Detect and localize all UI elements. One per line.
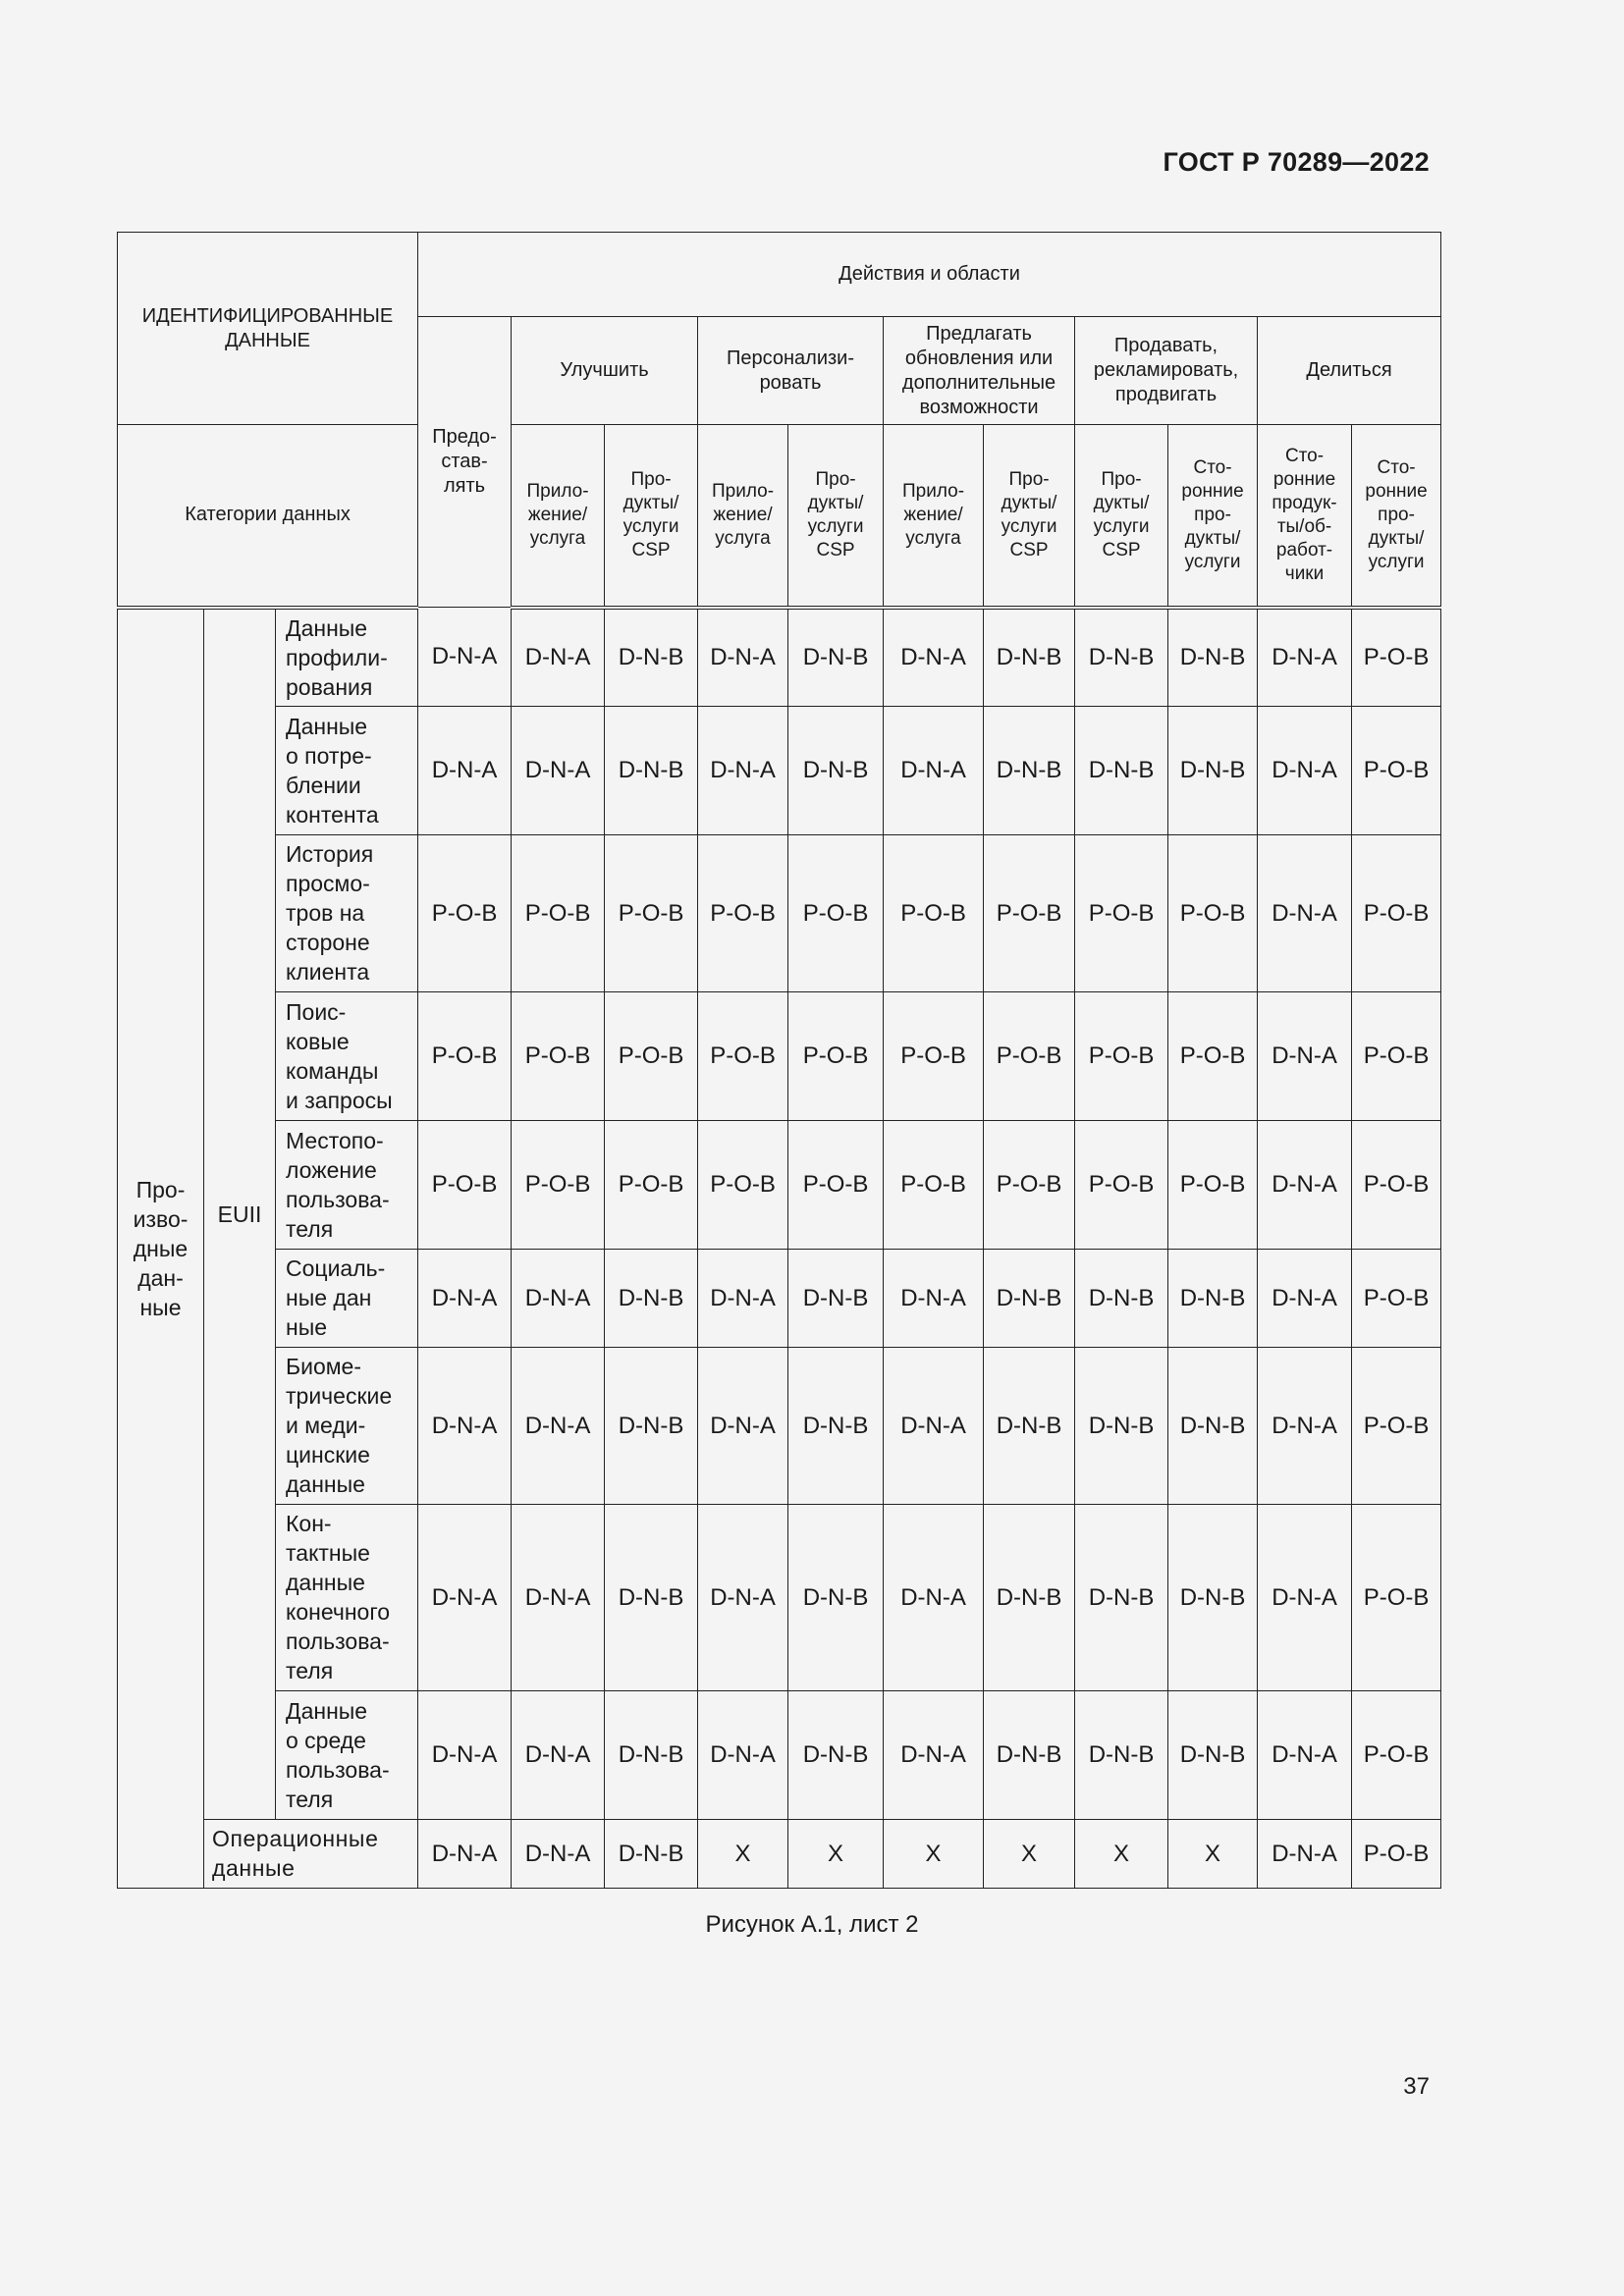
value-cell: D-N-B xyxy=(605,1249,698,1347)
value-cell: P-O-B xyxy=(1352,1690,1441,1819)
value-cell: D-N-B xyxy=(605,1504,698,1690)
value-cell: P-O-B xyxy=(1075,991,1168,1120)
subheader: Прило- жение/ услуга xyxy=(512,425,605,608)
value-cell: P-O-B xyxy=(698,834,788,991)
subheader: Сто- ронние продук- ты/об- работ- чики xyxy=(1258,425,1352,608)
value-cell: D-N-A xyxy=(418,1347,512,1504)
value-cell: D-N-A xyxy=(418,706,512,834)
value-cell: P-O-B xyxy=(512,834,605,991)
subheader: Про- дукты/ услуги CSP xyxy=(788,425,884,608)
value-cell: D-N-A xyxy=(698,1249,788,1347)
derived-data-label: Про- изво- дные дан- ные xyxy=(118,608,204,1889)
value-cell: D-N-B xyxy=(1168,608,1258,707)
document-code: ГОСТ Р 70289—2022 xyxy=(1163,147,1430,177)
subheader: Сто- ронние про- дукты/ услуги xyxy=(1352,425,1441,608)
value-cell: D-N-A xyxy=(418,1819,512,1888)
value-cell: D-N-A xyxy=(884,1249,984,1347)
value-cell: P-O-B xyxy=(698,991,788,1120)
value-cell: D-N-A xyxy=(884,706,984,834)
value-cell: D-N-A xyxy=(1258,706,1352,834)
value-cell: D-N-A xyxy=(512,706,605,834)
value-cell: D-N-A xyxy=(1258,1347,1352,1504)
value-cell: P-O-B xyxy=(884,1120,984,1249)
value-cell: P-O-B xyxy=(1352,706,1441,834)
value-cell: P-O-B xyxy=(984,991,1075,1120)
value-cell: D-N-B xyxy=(605,706,698,834)
value-cell: P-O-B xyxy=(1352,1120,1441,1249)
value-cell: P-O-B xyxy=(1352,1249,1441,1347)
value-cell: D-N-B xyxy=(1168,1347,1258,1504)
category-cell: Кон- тактные данные конечного пользова- теля xyxy=(276,1504,418,1690)
value-cell: D-N-A xyxy=(1258,608,1352,707)
category-cell: Местопо- ложение пользова- теля xyxy=(276,1120,418,1249)
value-cell: D-N-A xyxy=(418,608,512,707)
value-cell: D-N-A xyxy=(1258,1120,1352,1249)
page-number: 37 xyxy=(1403,2073,1430,2100)
value-cell: D-N-A xyxy=(512,1690,605,1819)
value-cell: P-O-B xyxy=(605,991,698,1120)
provide-header: Предо- став- лять xyxy=(418,317,512,608)
operational-data-label: Операционные данные xyxy=(204,1819,418,1888)
value-cell: D-N-B xyxy=(1168,1690,1258,1819)
value-cell: P-O-B xyxy=(884,834,984,991)
group-header-sell-promote: Продавать, рекламировать, продвигать xyxy=(1075,317,1258,425)
value-cell: P-O-B xyxy=(1352,1347,1441,1504)
category-cell: История просмо- тров на стороне клиента xyxy=(276,834,418,991)
figure-caption: Рисунок А.1, лист 2 xyxy=(705,1911,919,1938)
value-cell: D-N-B xyxy=(984,706,1075,834)
value-cell: P-O-B xyxy=(1075,834,1168,991)
value-cell: D-N-B xyxy=(605,608,698,707)
value-cell: D-N-A xyxy=(698,1347,788,1504)
value-cell: P-O-B xyxy=(698,1120,788,1249)
value-cell: D-N-B xyxy=(788,1347,884,1504)
value-cell: X xyxy=(1168,1819,1258,1888)
value-cell: D-N-A xyxy=(512,1347,605,1504)
value-cell: D-N-B xyxy=(984,1249,1075,1347)
value-cell: D-N-A xyxy=(884,1347,984,1504)
value-cell: D-N-A xyxy=(698,706,788,834)
value-cell: P-O-B xyxy=(512,1120,605,1249)
actions-areas-header: Действия и области xyxy=(418,233,1441,317)
value-cell: D-N-B xyxy=(984,608,1075,707)
value-cell: P-O-B xyxy=(1352,991,1441,1120)
value-cell: P-O-B xyxy=(1168,1120,1258,1249)
value-cell: D-N-B xyxy=(788,1249,884,1347)
group-header-share: Делиться xyxy=(1258,317,1441,425)
value-cell: P-O-B xyxy=(1075,1120,1168,1249)
table-row-operational xyxy=(118,1819,1441,1888)
value-cell: P-O-B xyxy=(984,834,1075,991)
category-cell: Данные о среде пользова- теля xyxy=(276,1690,418,1819)
value-cell: P-O-B xyxy=(1168,991,1258,1120)
table-row xyxy=(118,991,1441,1120)
value-cell: D-N-B xyxy=(788,706,884,834)
euii-label: EUII xyxy=(204,608,276,1820)
value-cell: P-O-B xyxy=(418,834,512,991)
value-cell: D-N-B xyxy=(984,1347,1075,1504)
value-cell: X xyxy=(788,1819,884,1888)
value-cell: P-O-B xyxy=(418,991,512,1120)
value-cell: D-N-B xyxy=(605,1347,698,1504)
value-cell: P-O-B xyxy=(1352,834,1441,991)
value-cell: D-N-A xyxy=(418,1249,512,1347)
value-cell: X xyxy=(698,1819,788,1888)
value-cell: D-N-B xyxy=(1075,1690,1168,1819)
value-cell: P-O-B xyxy=(788,991,884,1120)
value-cell: D-N-A xyxy=(1258,1690,1352,1819)
category-cell: Поис- ковые команды и запросы xyxy=(276,991,418,1120)
subheader: Сто- ронние про- дукты/ услуги xyxy=(1168,425,1258,608)
value-cell: D-N-B xyxy=(605,1690,698,1819)
value-cell: D-N-B xyxy=(1168,1249,1258,1347)
category-cell: Данные о потре- блении контента xyxy=(276,706,418,834)
value-cell: D-N-A xyxy=(884,608,984,707)
subheader: Про- дукты/ услуги CSP xyxy=(984,425,1075,608)
subheader: Про- дукты/ услуги CSP xyxy=(605,425,698,608)
group-header-improve: Улучшить xyxy=(512,317,698,425)
value-cell: D-N-B xyxy=(1168,1504,1258,1690)
subheader: Прило- жение/ услуга xyxy=(884,425,984,608)
value-cell: D-N-B xyxy=(984,1690,1075,1819)
value-cell: P-O-B xyxy=(788,1120,884,1249)
value-cell: D-N-A xyxy=(698,608,788,707)
value-cell: D-N-A xyxy=(1258,1819,1352,1888)
value-cell: D-N-A xyxy=(1258,834,1352,991)
value-cell: D-N-A xyxy=(512,608,605,707)
value-cell: X xyxy=(984,1819,1075,1888)
value-cell: D-N-B xyxy=(1168,706,1258,834)
subheader: Прило- жение/ услуга xyxy=(698,425,788,608)
value-cell: D-N-B xyxy=(605,1819,698,1888)
value-cell: X xyxy=(884,1819,984,1888)
value-cell: P-O-B xyxy=(605,1120,698,1249)
value-cell: D-N-B xyxy=(1075,706,1168,834)
table-row xyxy=(118,1249,1441,1347)
data-usage-matrix xyxy=(117,232,1441,1889)
value-cell: P-O-B xyxy=(1352,1819,1441,1888)
table-row xyxy=(118,1347,1441,1504)
value-cell: P-O-B xyxy=(512,991,605,1120)
value-cell: D-N-B xyxy=(1075,1347,1168,1504)
value-cell: P-O-B xyxy=(788,834,884,991)
data-categories-header: Категории данных xyxy=(118,425,418,608)
table-row xyxy=(118,706,1441,834)
value-cell: D-N-A xyxy=(698,1504,788,1690)
value-cell: D-N-A xyxy=(698,1690,788,1819)
value-cell: D-N-B xyxy=(788,1690,884,1819)
table-row xyxy=(118,834,1441,991)
category-cell: Данные профили- рования xyxy=(276,608,418,707)
value-cell: D-N-A xyxy=(512,1504,605,1690)
value-cell: D-N-B xyxy=(1075,1249,1168,1347)
value-cell: D-N-B xyxy=(788,1504,884,1690)
table-row xyxy=(118,1120,1441,1249)
value-cell: D-N-A xyxy=(1258,991,1352,1120)
value-cell: P-O-B xyxy=(418,1120,512,1249)
value-cell: D-N-A xyxy=(884,1690,984,1819)
value-cell: D-N-A xyxy=(512,1819,605,1888)
value-cell: X xyxy=(1075,1819,1168,1888)
value-cell: P-O-B xyxy=(884,991,984,1120)
value-cell: D-N-A xyxy=(1258,1504,1352,1690)
value-cell: P-O-B xyxy=(605,834,698,991)
value-cell: D-N-A xyxy=(512,1249,605,1347)
value-cell: P-O-B xyxy=(1168,834,1258,991)
table-row xyxy=(118,608,1441,707)
value-cell: P-O-B xyxy=(1352,608,1441,707)
value-cell: D-N-A xyxy=(418,1504,512,1690)
value-cell: D-N-A xyxy=(884,1504,984,1690)
identified-data-header: ИДЕНТИФИЦИРОВАННЫЕ ДАННЫЕ xyxy=(118,233,418,425)
table-row xyxy=(118,1690,1441,1819)
value-cell: D-N-B xyxy=(788,608,884,707)
value-cell: D-N-A xyxy=(418,1690,512,1819)
table-row xyxy=(118,1504,1441,1690)
group-header-offer-updates: Предлагать обновления или дополнительные возможности xyxy=(884,317,1075,425)
value-cell: D-N-B xyxy=(1075,608,1168,707)
value-cell: D-N-B xyxy=(1075,1504,1168,1690)
category-cell: Социаль- ные дан ные xyxy=(276,1249,418,1347)
value-cell: P-O-B xyxy=(984,1120,1075,1249)
value-cell: D-N-B xyxy=(984,1504,1075,1690)
group-header-personalize: Персонализи- ровать xyxy=(698,317,884,425)
category-cell: Биоме- трические и меди- цинские данные xyxy=(276,1347,418,1504)
value-cell: D-N-A xyxy=(1258,1249,1352,1347)
value-cell: P-O-B xyxy=(1352,1504,1441,1690)
subheader: Про- дукты/ услуги CSP xyxy=(1075,425,1168,608)
